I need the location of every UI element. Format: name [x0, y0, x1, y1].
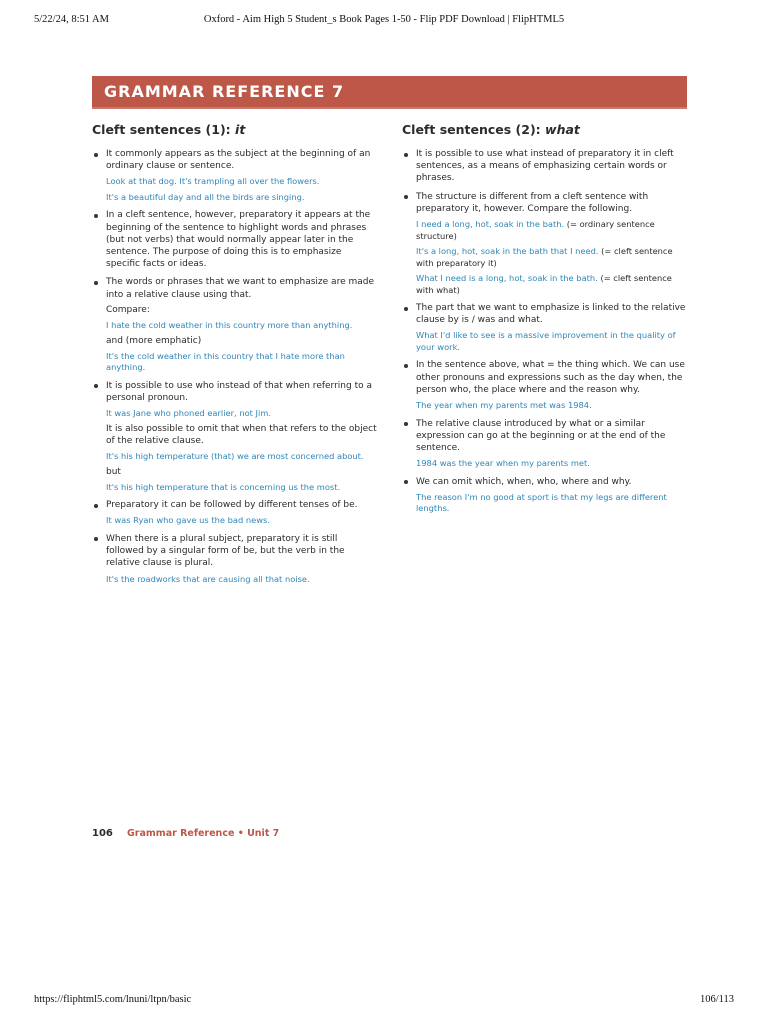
- connector-text: and (more emphatic): [106, 335, 202, 346]
- rule-text: It commonly appears as the subject at the beginning of an ordinary clause or sentence.: [106, 149, 371, 172]
- section-title-cleft-it: Cleft sentences (1): it: [92, 122, 246, 137]
- rule-text: It is possible to use what instead of preparatory it in cleft sentences, as a means of emphasizing certain words or phrases.: [416, 149, 674, 184]
- print-title: Oxford - Aim High 5 Student_s Book Pages 1-50 - Flip PDF Download | FlipHTML5: [203, 14, 565, 25]
- bullet-dot: [404, 364, 408, 368]
- example-sentence: It's a long, hot, soak in the bath that I need. (= cleft sentence with preparatory it): [416, 246, 673, 268]
- example-sentence: The reason I'm no good at sport is that my legs are different lengths.: [416, 491, 667, 514]
- bullet-dot: [404, 153, 408, 157]
- source-url-link[interactable]: https://fliphtml5.com/lnuni/ltpn/basic: [34, 994, 192, 1005]
- example-sentence: The year when my parents met was 1984.: [416, 400, 592, 411]
- bullet-dot: [94, 153, 98, 157]
- bullet-dot: [94, 281, 98, 285]
- example-sentence: It's his high temperature (that) we are most concerned about.: [106, 451, 364, 462]
- rule-item: [402, 302, 690, 353]
- print-footer: [0, 994, 768, 1010]
- example-sentence: It's the roadworks that are causing all that noise.: [106, 573, 310, 584]
- example-sentence: 1984 was the year when my parents met.: [416, 458, 590, 469]
- bullet-dot: [94, 537, 98, 541]
- grammar-reference-banner: GRAMMAR REFERENCE 7: [92, 76, 687, 107]
- bullet-dot: [404, 195, 408, 199]
- example-sentence: It was Ryan who gave us the bad news.: [106, 515, 270, 526]
- bullet-dot: [404, 422, 408, 426]
- rule-text: The relative clause introduced by what or a similar expression can go at the beginning or at the end of the sentence.: [416, 418, 666, 453]
- rule-text: In a cleft sentence, however, preparatory it appears at the beginning of the sentence to highlight words and phrases (but not verbs) that would normally appear later in the sentence. The purpose of doing this is to emphasize specific facts or ideas.: [106, 210, 371, 270]
- example-note: (= ordinary sentence structure): [416, 219, 655, 241]
- page-number: 106: [92, 828, 113, 839]
- example-note: (= cleft sentence with preparatory it): [416, 246, 673, 268]
- bullet-dot: [404, 307, 408, 311]
- rule-item: [92, 209, 378, 270]
- rule-text: We can omit which, when, who, where and why.: [416, 476, 632, 487]
- rule-text: Preparatory it can be followed by different tenses of be.: [106, 500, 358, 511]
- compare-label: Compare:: [106, 304, 150, 315]
- rule-item: [92, 276, 378, 373]
- example-sentence: It was Jane who phoned earlier, not Jim.: [106, 408, 272, 419]
- rule-item: [402, 148, 690, 185]
- rule-text: The words or phrases that we want to emphasize are made into a relative clause using that.: [106, 277, 375, 300]
- example-sentence: It's his high temperature that is concerning us the most.: [106, 481, 341, 492]
- example-sentence: I hate the cold weather in this country more than anything.: [106, 320, 353, 331]
- rule-item: [402, 359, 690, 411]
- rule-text: The part that we want to emphasize is linked to the relative clause by is / was and what.: [416, 303, 686, 326]
- right-column: [402, 122, 690, 515]
- rule-item: [92, 148, 378, 203]
- example-sentence: What I need is a long, hot, soak in the bath. (= cleft sentence with what): [416, 273, 672, 295]
- example-note: (= cleft sentence with what): [416, 273, 672, 295]
- bullet-dot: [94, 504, 98, 508]
- section-title-cleft-what: Cleft sentences (2): what: [402, 122, 580, 137]
- bullet-dot: [94, 384, 98, 388]
- rule-item: [402, 191, 690, 296]
- rule-text: In the sentence above, what = the thing which. We can use other pronouns and expressions such as the day when, the person who, the place where and the reason why.: [416, 360, 685, 395]
- left-column: [92, 122, 378, 585]
- print-header: [0, 14, 768, 30]
- rule-text: It is possible to use who instead of that when referring to a personal pronoun.: [106, 380, 372, 403]
- rule-item: [92, 533, 378, 585]
- print-page-count: 106/113: [699, 994, 734, 1005]
- bullet-dot: [94, 214, 98, 218]
- rule-text: The structure is different from a cleft sentence with preparatory it, however. Compare the following.: [416, 191, 649, 214]
- rule-item: [92, 380, 378, 494]
- bullet-dot: [404, 480, 408, 484]
- rule-text: When there is a plural subject, preparatory it is still followed by a singular form of be, but the verb in the relative clause is plural.: [106, 533, 345, 569]
- unit-reference: Grammar Reference • Unit 7: [127, 828, 280, 839]
- rule-item: [402, 476, 690, 515]
- connector-text: but: [106, 466, 121, 477]
- example-sentence: It's a beautiful day and all the birds are singing.: [106, 191, 305, 202]
- example-sentence: Look at that dog. It's trampling all over the flowers.: [106, 176, 320, 187]
- banner-underline: [92, 107, 687, 109]
- rule-item: [402, 418, 690, 470]
- example-sentence: What I'd like to see is a massive improvement in the quality of your work.: [416, 330, 676, 352]
- rule-text: It is also possible to omit that when that refers to the object of the relative clause.: [106, 423, 377, 446]
- print-datetime: 5/22/24, 8:51 AM: [34, 14, 109, 25]
- example-sentence: It's the cold weather in this country that I hate more than anything.: [106, 350, 345, 373]
- example-sentence: I need a long, hot, soak in the bath. (= ordinary sentence structure): [416, 219, 655, 241]
- rule-item: [92, 499, 378, 527]
